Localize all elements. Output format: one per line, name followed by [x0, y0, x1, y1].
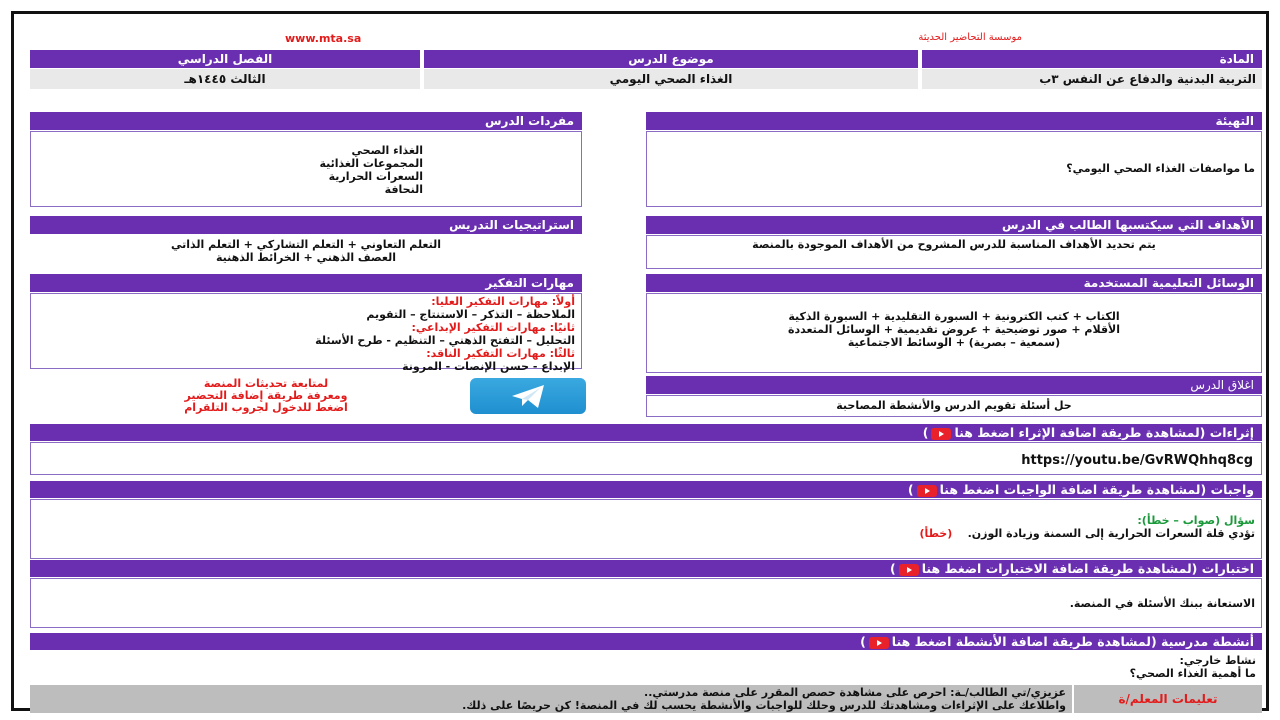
instructions-line: عزيزي/تي الطالب/ـة: احرص على مشاهدة حصص المقرر على منصة مدرستي..	[644, 686, 1066, 699]
homework-title: واجبات	[1210, 482, 1254, 497]
page-frame	[11, 11, 1269, 711]
tests-box	[30, 578, 1262, 628]
homework-box	[30, 499, 1262, 559]
subject-header: المادة	[922, 50, 1262, 68]
youtube-icon[interactable]	[917, 485, 937, 497]
strategies-box	[30, 236, 582, 268]
warmup-text: ما مواصفات الغذاء الصحي اليومي؟	[1066, 162, 1255, 175]
activities-box	[30, 652, 1262, 684]
activities-header	[30, 633, 1262, 650]
aids-box	[646, 293, 1262, 373]
telegram-icon[interactable]	[470, 378, 586, 414]
enrichment-video-link[interactable]: (لمشاهدة طريقة اضافة الإثراء اضغط هنا	[954, 425, 1206, 440]
thinking-heading: ثالثًا: مهارات التفكير الناقد:	[426, 347, 575, 360]
enrichment-link-close: )	[922, 425, 929, 440]
tests-link-close: )	[890, 561, 896, 576]
closing-header: اغلاق الدرس	[646, 376, 1262, 394]
semester-value: الثالث ١٤٤٥هـ	[30, 69, 420, 89]
thinking-heading: أولاً: مهارات التفكير العليا:	[431, 295, 575, 308]
youtube-icon[interactable]	[931, 428, 951, 440]
subject-value: التربية البدنية والدفاع عن النفس ٣ب	[922, 69, 1262, 89]
tests-title: اختبارات	[1201, 561, 1254, 576]
instructions-bar	[30, 685, 1262, 713]
thinking-box	[30, 293, 582, 373]
closing-text: حل أسئلة تقويم الدرس والأنشطة المصاحبة	[646, 395, 1262, 417]
activities-video-link[interactable]: (لمشاهدة طريقة اضافة الأنشطة اضغط هنا	[891, 634, 1157, 649]
aids-line: (سمعية – بصرية) + الوسائط الاجتماعية	[847, 336, 1061, 349]
semester-header: الفصل الدراسي	[30, 50, 420, 68]
instructions-text	[30, 686, 1066, 712]
youtube-icon[interactable]	[899, 564, 919, 576]
strategies-line: التعلم التعاوني + التعلم التشاركي + التعلم الذاتي	[170, 238, 442, 251]
org-name: موسسة التحاضير الحديثة	[918, 32, 1022, 43]
enrichment-title: إثراءات	[1209, 425, 1254, 440]
vocab-item: الغذاء الصحي	[351, 144, 423, 157]
homework-link-close: )	[907, 482, 914, 497]
activity-line: نشاط خارجي:	[1179, 654, 1256, 667]
thinking-header: مهارات التفكير	[30, 274, 582, 292]
strategies-header: استراتيجيات التدريس	[30, 216, 582, 234]
homework-video-link[interactable]: (لمشاهدة طريقة اضافة الواجبات اضغط هنا	[939, 482, 1207, 497]
topic-value: الغذاء الصحي اليومي	[424, 69, 918, 89]
aids-line: الكتاب + كتب الكترونية + السبورة التقليدية + السبورة الذكية	[788, 310, 1120, 323]
telegram-line: اضغط للدخول لجروب التلقرام	[184, 401, 348, 414]
enrichment-url[interactable]: https://youtu.be/GvRWQhhq8cg	[1021, 453, 1253, 468]
vocab-item: النحافة	[384, 183, 423, 196]
objectives-header: الأهداف التي سيكتسبها الطالب في الدرس	[646, 216, 1262, 234]
thinking-line: الإبداع - حسن الإنصات - المرونة	[402, 360, 575, 373]
strategies-line: العصف الذهني + الخرائط الذهنية	[216, 251, 396, 264]
website-link[interactable]: www.mta.sa	[285, 32, 362, 45]
objectives-text: يتم تحديد الأهداف المناسبة للدرس المشروح من الأهداف الموجودة بالمنصة	[646, 235, 1262, 269]
telegram-line: ومعرفة طريقة إضافة التحضير	[184, 389, 348, 402]
activities-link-close: )	[860, 634, 866, 649]
topic-header: موضوع الدرس	[424, 50, 918, 68]
vocab-item: المجموعات الغذائية	[319, 157, 423, 170]
vocab-item: السعرات الحرارية	[328, 170, 423, 183]
vocab-box	[30, 131, 582, 207]
tests-header	[30, 560, 1262, 577]
thinking-line: الملاحظة – التذكر – الاستنتاج – التقويم	[366, 308, 575, 321]
youtube-icon[interactable]	[869, 637, 889, 649]
vocab-header: مفردات الدرس	[30, 112, 582, 130]
activities-title: أنشطة مدرسية	[1161, 634, 1254, 649]
question-label: سؤال (صواب – خطأ):	[1137, 514, 1255, 527]
warmup-header: التهيئة	[646, 112, 1262, 130]
aids-header: الوسائل التعليمية المستخدمة	[646, 274, 1262, 292]
instructions-line: واطلاعك على الإثراءات ومشاهدتك للدرس وحلك للواجبات والأنشطة يحسب لك في المنصة! كن حريصًا على ذلك.	[462, 699, 1066, 712]
tests-text: الاستعانة ببنك الأسئلة في المنصة.	[1069, 597, 1255, 610]
aids-line: الأقلام + صور توضيحية + عروض تقديمية + الوسائل المتعددة	[787, 323, 1120, 336]
enrichment-box	[30, 442, 1262, 475]
telegram-line: لمتابعة تحديثات المنصة	[203, 377, 329, 390]
enrichment-header	[30, 424, 1262, 441]
question-text: تؤدي قلة السعرات الحرارية إلى السمنة وزيادة الوزن.	[967, 527, 1255, 540]
activity-line: ما أهمية الغذاء الصحي؟	[1129, 667, 1256, 680]
homework-header	[30, 481, 1262, 498]
question-answer: (خطأ)	[919, 527, 953, 540]
lesson-plan	[30, 32, 1262, 714]
instructions-label: تعليمات المعلم/ة	[1072, 685, 1262, 713]
thinking-line: التحليل – التفتح الذهني – التنظيم - طرح الأسئلة	[315, 334, 575, 347]
thinking-heading: ثانيًا: مهارات التفكير الإبداعي:	[411, 321, 575, 334]
tests-video-link[interactable]: (لمشاهدة طريقة اضافة الاختبارات اضغط هنا	[921, 561, 1198, 576]
warmup-box	[646, 131, 1262, 207]
telegram-promo[interactable]	[136, 378, 396, 414]
